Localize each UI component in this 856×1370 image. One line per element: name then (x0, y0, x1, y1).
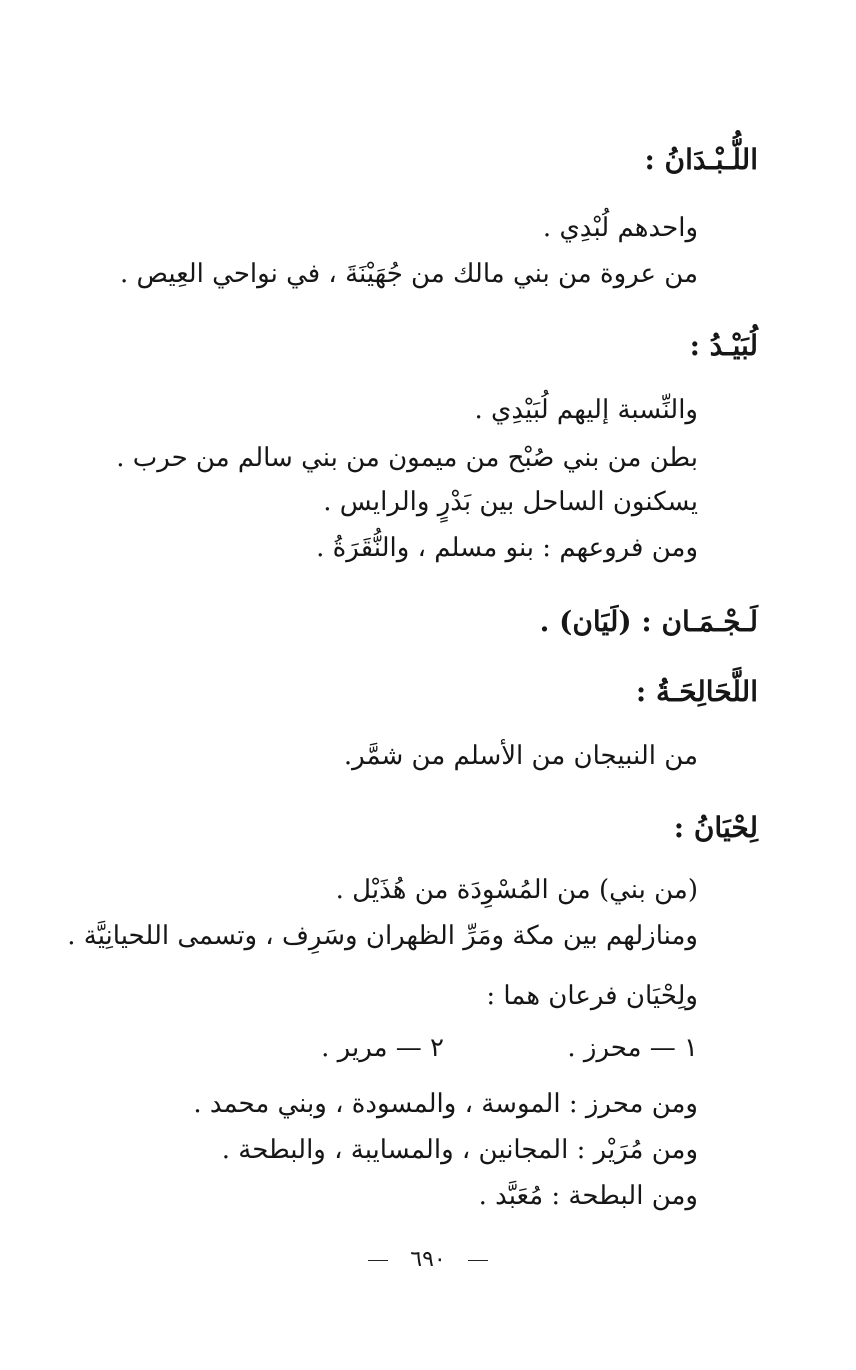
entry-text-line: ومن محرز : الموسة ، والمسودة ، وبني محمد . (193, 1089, 698, 1119)
entry-heading-lihyan: لِحْيَانُ : (673, 811, 758, 844)
page-number (0, 1244, 856, 1276)
entry-text-line: (من بني) من المُسْوِدَة من هُذَيْل . (335, 875, 698, 905)
entry-text-line: من النبيجان من الأسلم من شمَّر. (343, 741, 698, 771)
entry-text-line: بطن من بني صُبْح من ميمون من بني سالم من حرب . (116, 443, 698, 473)
entry-text-line: ومنازلهم بين مكة ومَرِّ الظهران وسَرِف ، وتسمى اللحيانِيَّة . (67, 921, 698, 951)
folio-dash-right (368, 1260, 388, 1261)
entry-text-line: واحدهم لُبْدِي . (542, 213, 698, 243)
folio-dash-left (468, 1260, 488, 1261)
branch-item: ١ — محرز . (567, 1033, 698, 1063)
page-number-value: ٦٩٠ (410, 1247, 446, 1272)
entry-text-line: ومن البطحة : مُعَبَّد . (478, 1181, 698, 1211)
entry-heading-lajman: لَـجْـمَـان : (لَيَان) . (539, 605, 758, 638)
entry-text-line: ومن فروعهم : بنو مسلم ، والنُّقَرَةُ . (316, 533, 698, 563)
entry-heading-lubdan: اللُّـبْـدَانُ : (644, 143, 758, 176)
entry-text-line: من عروة من بني مالك من جُهَيْنَةَ ، في نواحي العِيص . (119, 259, 698, 289)
entry-text-line: والنِّسبة إليهم لُبَيْدِي . (474, 395, 698, 425)
entry-text-line: يسكنون الساحل بين بَدْرٍ والرايس . (323, 487, 698, 517)
entry-text-line: ومن مُرَيْر : المجانين ، والمسايبة ، والبطحة . (221, 1135, 698, 1165)
branch-item: ٢ — مرير . (321, 1033, 444, 1063)
entry-heading-lahalha: اللَّحَالِحَـةُ : (635, 675, 758, 708)
entry-text-line: ولِحْيَان فرعان هما : (486, 981, 698, 1011)
entry-heading-lubayd: لُبَيْـدُ : (689, 329, 758, 362)
